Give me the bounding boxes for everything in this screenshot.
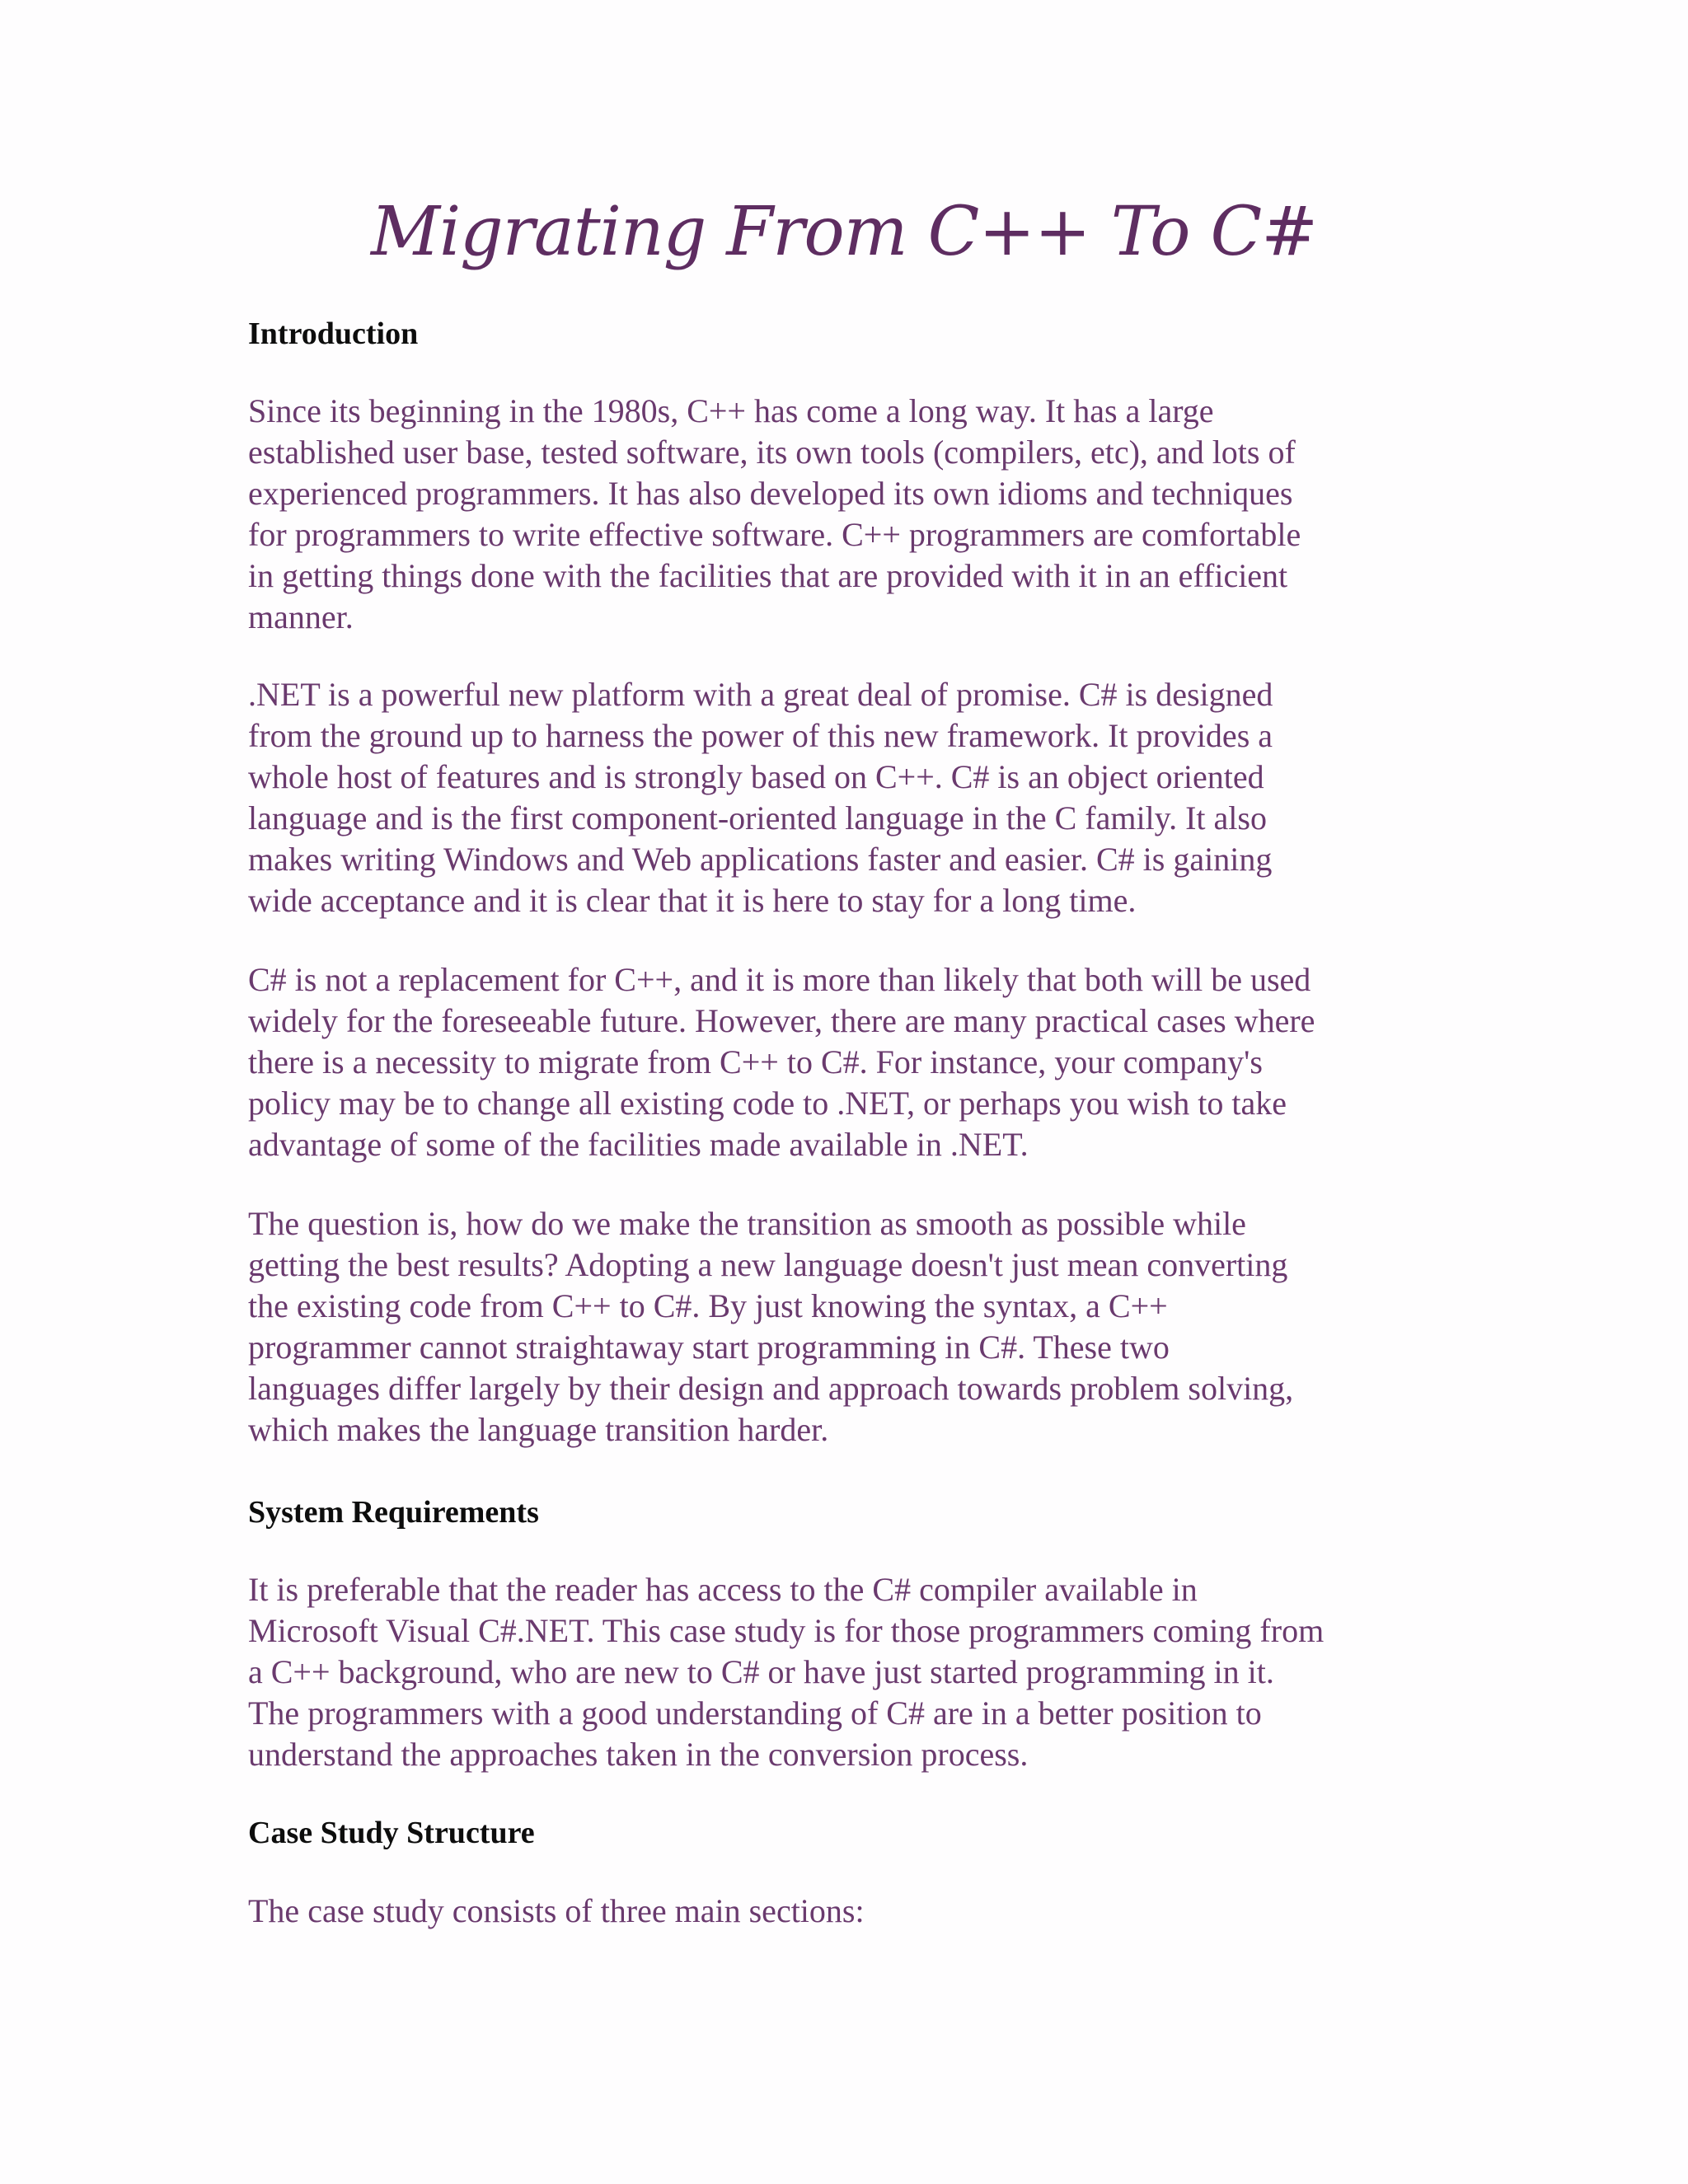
text-line: understand the approaches taken in the conversion process. [248, 1736, 1029, 1773]
paragraph-intro-3 [248, 959, 1460, 1165]
text-line: The question is, how do we make the transition as smooth as possible while [248, 1205, 1246, 1242]
paragraph-intro-2 [248, 674, 1460, 921]
text-line: makes writing Windows and Web applications faster and easier. C# is gaining [248, 841, 1273, 878]
text-line: getting the best results? Adopting a new language doesn't just mean converting [248, 1246, 1288, 1283]
paragraph-intro-4 [248, 1203, 1460, 1451]
text-line: in getting things done with the facilities that are provided with it in an efficient [248, 557, 1288, 594]
text-line: programmer cannot straightaway start programming in C#. These two [248, 1329, 1170, 1366]
text-line: widely for the foreseeable future. However, there are many practical cases where [248, 1002, 1315, 1039]
text-line: the existing code from C++ to C#. By just knowing the syntax, a C++ [248, 1287, 1168, 1324]
section-heading-case-study-structure: Case Study Structure [248, 1816, 535, 1850]
paragraph-case-study-structure [248, 1891, 1460, 1932]
text-line: It is preferable that the reader has access to the C# compiler available in [248, 1571, 1198, 1608]
text-line: wide acceptance and it is clear that it is here to stay for a long time. [248, 882, 1137, 919]
text-line: advantage of some of the facilities made available in .NET. [248, 1126, 1029, 1163]
text-line: .NET is a powerful new platform with a great deal of promise. C# is designed [248, 676, 1273, 713]
text-line: Microsoft Visual C#.NET. This case study is for those programmers coming from [248, 1612, 1325, 1649]
paragraph-intro-1 [248, 391, 1460, 638]
section-heading-introduction: Introduction [248, 316, 419, 351]
text-line: manner. [248, 598, 354, 635]
text-line: experienced programmers. It has also developed its own idioms and techniques [248, 475, 1293, 512]
text-line: The case study consists of three main sections: [248, 1892, 865, 1929]
text-line: language and is the first component-oriented language in the C family. It also [248, 799, 1267, 837]
text-line: policy may be to change all existing code to .NET, or perhaps you wish to take [248, 1085, 1287, 1122]
text-line: there is a necessity to migrate from C++ to C#. For instance, your company's [248, 1043, 1263, 1080]
text-line: whole host of features and is strongly based on C++. C# is an object oriented [248, 758, 1264, 795]
text-line: from the ground up to harness the power of this new framework. It provides a [248, 717, 1273, 754]
text-line: established user base, tested software, its own tools (compilers, etc), and lots of [248, 434, 1296, 471]
text-line: C# is not a replacement for C++, and it is more than likely that both will be used [248, 961, 1311, 998]
text-line: languages differ largely by their design and approach towards problem solving, [248, 1370, 1294, 1407]
text-line: The programmers with a good understanding of C# are in a better position to [248, 1694, 1262, 1732]
paragraph-system-requirements [248, 1569, 1460, 1775]
document-title: Migrating From C++ To C# [370, 193, 1318, 271]
text-line: a C++ background, who are new to C# or have just started programming in it. [248, 1653, 1274, 1690]
text-line: for programmers to write effective software. C++ programmers are comfortable [248, 516, 1301, 553]
text-line: Since its beginning in the 1980s, C++ has come a long way. It has a large [248, 392, 1214, 429]
section-heading-system-requirements: System Requirements [248, 1495, 539, 1530]
text-line: which makes the language transition harder. [248, 1411, 829, 1448]
